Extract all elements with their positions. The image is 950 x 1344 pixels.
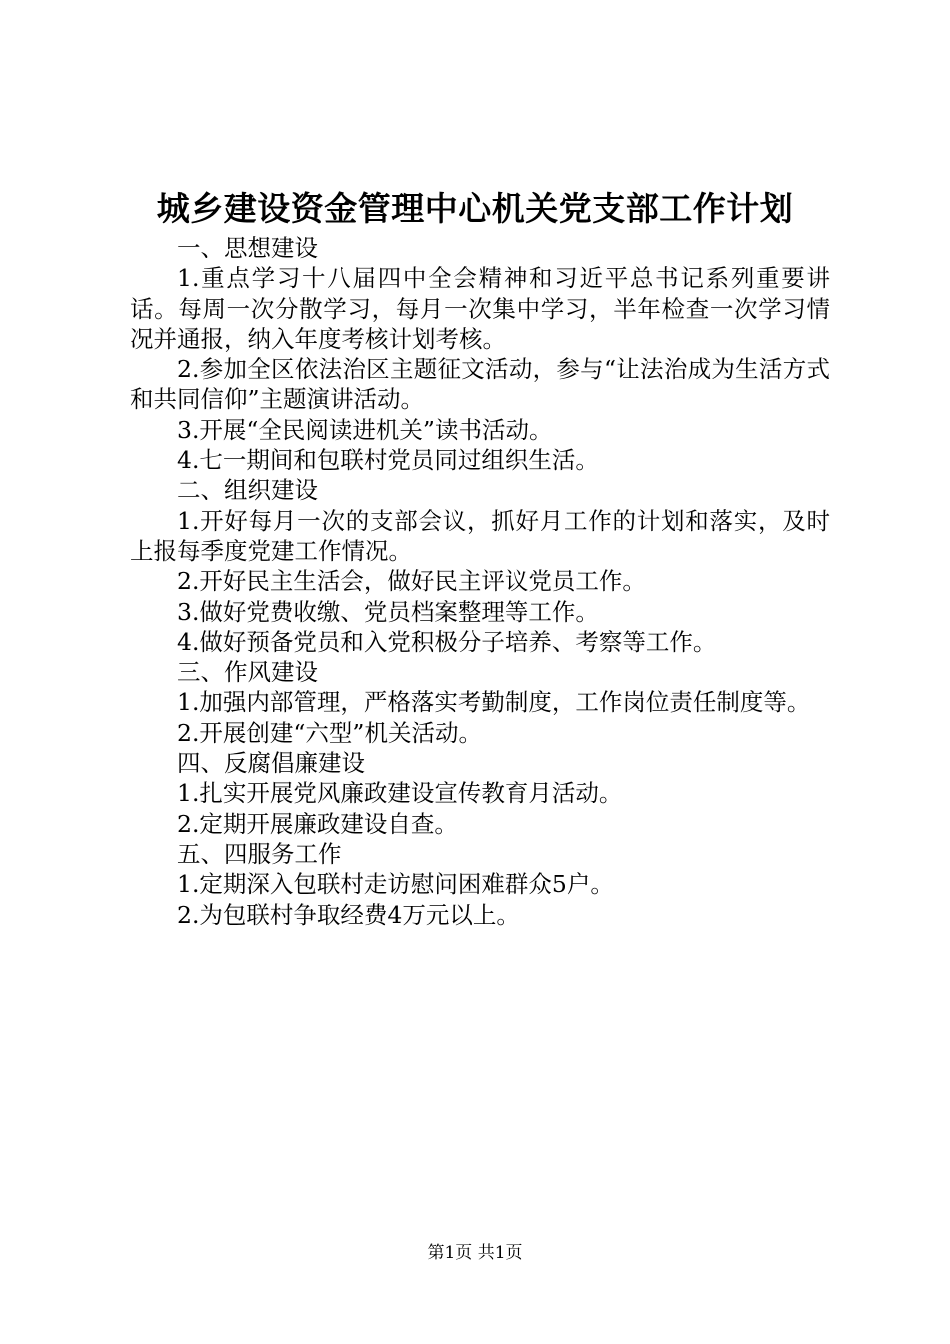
document-body (130, 233, 830, 930)
paragraph: 2.为包联村争取经费4万元以上。 (177, 900, 520, 929)
paragraph: 1.加强内部管理，严格落实考勤制度，工作岗位责任制度等。 (177, 688, 811, 717)
section-heading: 四、反腐倡廉建设 (177, 749, 365, 778)
paragraph: 2.定期开展廉政建设自查。 (177, 809, 458, 838)
paragraph: 1.重点学习十八届四中全会精神和习近平总书记系列重要讲话。每周一次分散学习，每月一次集中学习，半年检查一次学习情况并通报，纳入年度考核计划考核。 (130, 264, 830, 353)
page-footer: 第1页 共1页 (427, 1243, 523, 1263)
section-heading: 三、作风建设 (177, 658, 318, 687)
paragraph: 1.扎实开展党风廉政建设宣传教育月活动。 (177, 779, 623, 808)
section-heading: 一、思想建设 (177, 234, 318, 262)
section-heading: 二、组织建设 (177, 476, 318, 505)
paragraph: 2.开好民主生活会，做好民主评议党员工作。 (177, 567, 646, 596)
paragraph: 4.做好预备党员和入党积极分子培养、考察等工作。 (177, 627, 717, 656)
section-heading: 五、四服务工作 (177, 839, 342, 868)
paragraph: 3.做好党费收缴、党员档案整理等工作。 (177, 597, 599, 626)
paragraph: 1.开好每月一次的支部会议，抓好月工作的计划和落实，及时上报每季度党建工作情况。 (130, 506, 830, 565)
document-title: 城乡建设资金管理中心机关党支部工作计划 (156, 189, 794, 228)
paragraph: 2.开展创建“六型”机关活动。 (177, 718, 482, 747)
paragraph: 3.开展“全民阅读进机关”读书活动。 (177, 415, 553, 444)
paragraph: 2.参加全区依法治区主题征文活动，参与“让法治成为生活方式和共同信仰”主题演讲活动。 (130, 355, 830, 414)
paragraph: 4.七一期间和包联村党员同过组织生活。 (177, 446, 599, 475)
paragraph: 1.定期深入包联村走访慰问困难群众5户。 (177, 870, 614, 899)
